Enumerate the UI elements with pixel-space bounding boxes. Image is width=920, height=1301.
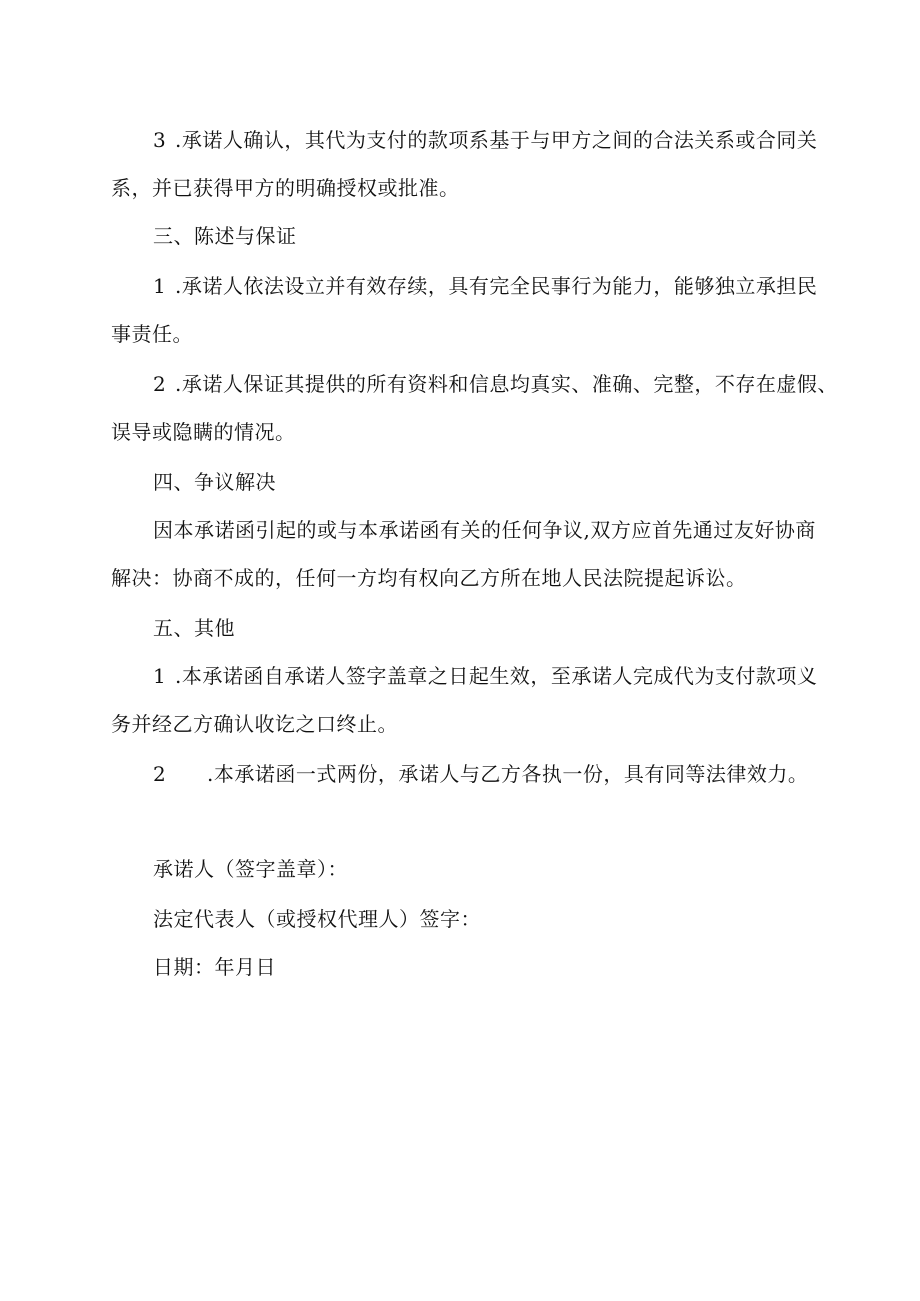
s3-item-2-number: 2 — [153, 372, 167, 396]
signature-date: 日期：年月日 — [153, 955, 276, 979]
s3-item-1-line-1 — [153, 272, 818, 300]
s5-item-1-line-2: 务并经乙方确认收讫之口终止。 — [111, 712, 398, 736]
section-3-heading: 三、陈述与保证 — [153, 224, 297, 248]
s3-item-2-line-2: 误导或隐瞒的情况。 — [111, 420, 296, 444]
s3-item-1-text: .承诺人依法设立并有效存续，具有完全民事行为能力，能够独立承担民 — [175, 274, 818, 298]
s4-paragraph-line-1: 因本承诺函引起的或与本承诺函有关的任何争议,双方应首先通过友好协商 — [153, 518, 816, 542]
s3-item-1-line-2: 事责任。 — [111, 322, 193, 346]
s3-item-1-number: 1 — [153, 274, 167, 298]
s4-paragraph-line-2: 解决：协商不成的，任何一方均有权向乙方所在地人民法院提起诉讼。 — [111, 566, 747, 590]
signature-promisor: 承诺人（签字盖章）： — [153, 857, 348, 881]
section-4-heading: 四、争议解决 — [153, 470, 276, 494]
s5-item-2-line — [153, 760, 808, 788]
section-5-heading: 五、其他 — [153, 616, 235, 640]
s5-item-1-text: .本承诺函自承诺人签字盖章之日起生效，至承诺人完成代为支付款项义 — [175, 664, 818, 688]
clause-3-text: .承诺人确认，其代为支付的款项系基于与甲方之间的合法关系或合同关 — [175, 128, 818, 152]
clause-3-number: 3 — [153, 128, 167, 152]
s3-item-2-text: .承诺人保证其提供的所有资料和信息均真实、准确、完整，不存在虚假、 — [175, 372, 838, 396]
s5-item-2-text: .本承诺函一式两份，承诺人与乙方各执一份，具有同等法律效力。 — [207, 762, 809, 786]
s5-item-2-number: 2 — [153, 762, 167, 786]
clause-3-line-2: 系，并已获得甲方的明确授权或批准。 — [111, 176, 460, 200]
signature-representative: 法定代表人（或授权代理人）签字： — [153, 907, 481, 931]
s5-item-1-line-1 — [153, 662, 818, 690]
s3-item-2-line-1 — [153, 370, 838, 398]
clause-3-line-1 — [153, 126, 818, 154]
s5-item-1-number: 1 — [153, 664, 167, 688]
